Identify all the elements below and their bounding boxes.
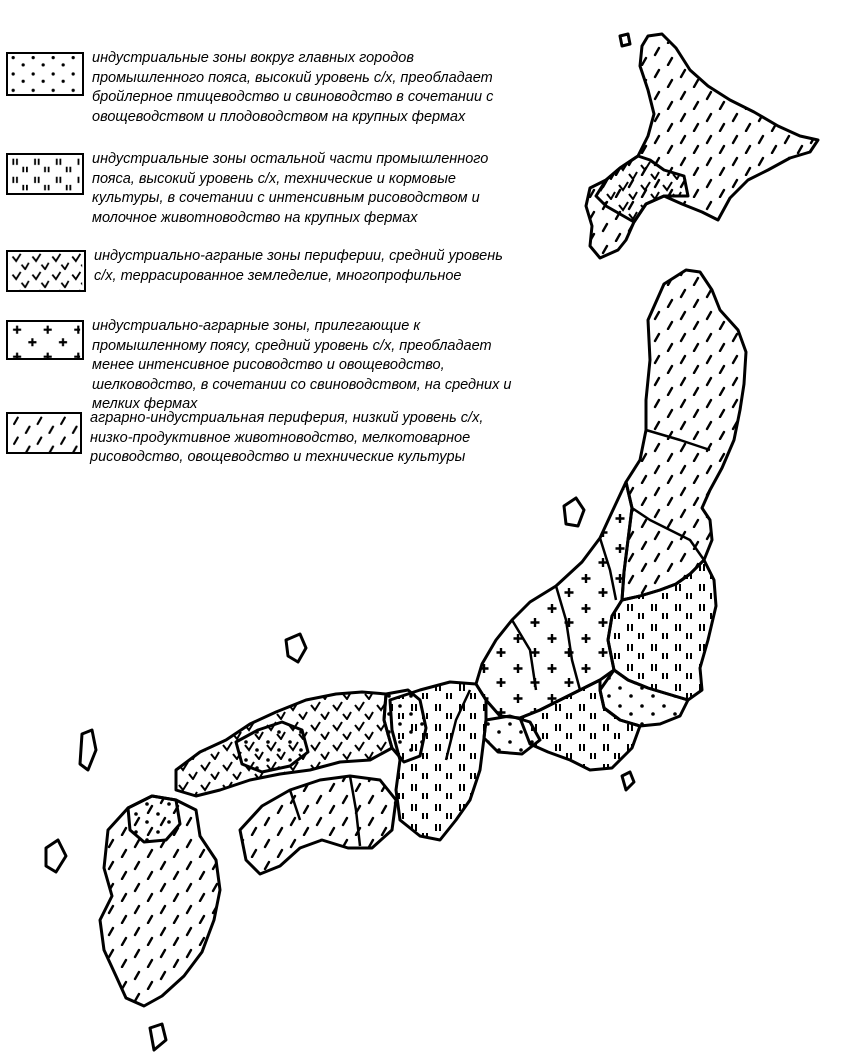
legend-text-4: индустриально-аграрные зоны, прилегающие к промышленному поясу, средний уровень с/х, преобладает менее интенсивное рисоводство и овощеводство, шелководство, в сочетании со свиноводством, на средних и мелких фермах	[92, 318, 512, 412]
legend-text-1: индустриальные зоны вокруг главных городов промышленного пояса, высокий уровень с/х, преобладает бройлерное птицеводство и свиноводство в сочетании с овощеводством и плодоводством на крупных фермах	[92, 50, 494, 125]
sado-island	[564, 498, 584, 526]
izu-island	[622, 772, 634, 790]
dots-icon	[6, 52, 84, 96]
fukuoka-region	[128, 796, 180, 842]
southern-island	[150, 1024, 166, 1050]
shikoku-region	[240, 776, 396, 874]
legend-item-5	[6, 412, 510, 468]
slashes-icon	[6, 412, 82, 454]
legend-item-4	[6, 320, 512, 415]
checkmarks-icon	[6, 250, 86, 292]
tsushima-island	[80, 730, 96, 770]
legend-item-1	[6, 52, 512, 127]
double-ticks-icon	[6, 153, 84, 195]
legend-text-3: индустриально-аграные зоны периферии, средний уровень с/х, террасированное земледелие, многопрофильное	[94, 248, 503, 284]
legend-text-2: индустриальные зоны остальной части промышленного пояса, высокий уровень с/х, технические и кормовые культуры, в сочетании с интенсивным рисоводством и молочное животноводство на крупных фермах	[92, 151, 489, 226]
legend-item-3	[6, 250, 514, 292]
legend-text-5: аграрно-индустриальная периферия, низкий уровень с/х, низко-продуктивное животноводство, мелкотоварное рисоводство, овощеводство и технические культуры	[90, 410, 484, 465]
goto-island	[46, 840, 66, 872]
osaka-region	[384, 690, 426, 762]
hokkaido-region	[586, 34, 818, 258]
tohoku-region	[622, 270, 746, 600]
crosses-icon	[6, 320, 84, 360]
rishiri-island	[620, 34, 630, 46]
legend-item-2	[6, 153, 512, 228]
oki-island	[286, 634, 306, 662]
